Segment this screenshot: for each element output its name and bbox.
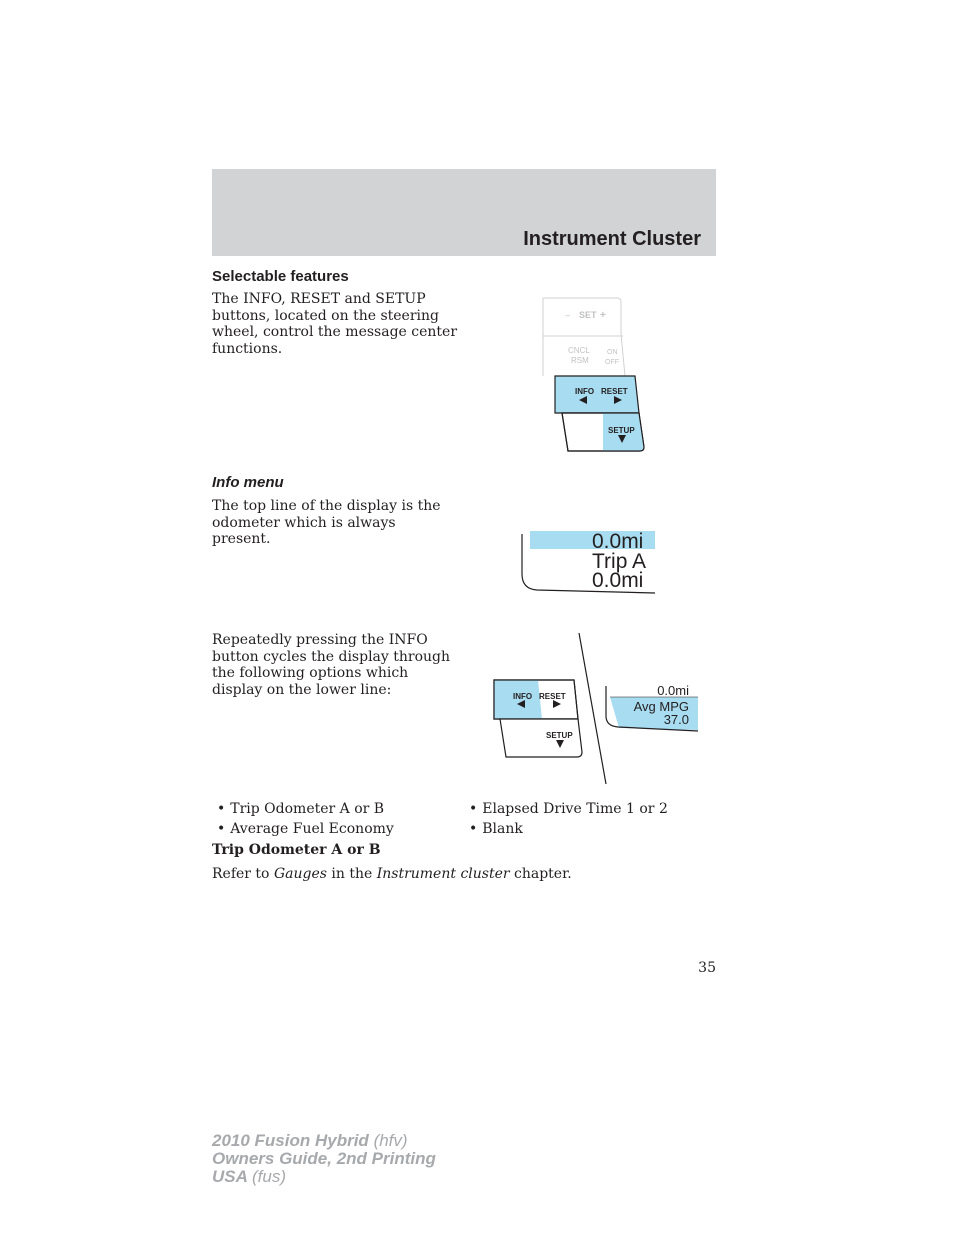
paragraph-info-menu: The top line of the display is the odometer which is always present. xyxy=(212,498,441,547)
info-label: INFO xyxy=(575,387,595,396)
set-plus-label: + xyxy=(600,310,606,321)
display-line-2: Trip A xyxy=(592,550,647,573)
bullet-list-right xyxy=(469,799,668,839)
fig3-divider-line xyxy=(579,633,606,784)
refer-gauges-link-text: Gauges xyxy=(273,866,327,882)
heading-info-menu: Info menu xyxy=(212,474,284,491)
fig3-display-line-3: 37.0 xyxy=(663,712,689,727)
off-label: OFF xyxy=(605,359,619,366)
footer-market: USA xyxy=(212,1167,248,1186)
list-item: • Trip Odometer A or B xyxy=(217,799,394,819)
paragraph-selectable-features: The INFO, RESET and SETUP buttons, located on the steering wheel, control the message center functions. xyxy=(212,291,458,357)
heading-selectable-features: Selectable features xyxy=(212,268,349,285)
bullet-list-left xyxy=(217,799,394,839)
set-label: SET xyxy=(579,310,597,320)
footer-line-2: Owners Guide, 2nd Printing xyxy=(212,1149,436,1168)
reset-label: RESET xyxy=(601,387,628,396)
footer-model-code: (hfv) xyxy=(373,1131,408,1150)
footer-model: 2010 Fusion Hybrid xyxy=(212,1131,369,1150)
message-center-display-trip-a xyxy=(515,528,660,598)
chapter-title: Instrument Cluster xyxy=(523,228,701,250)
steering-wheel-buttons-figure xyxy=(535,292,650,458)
page-number: 35 xyxy=(698,960,716,976)
fig3-setup-label: SETUP xyxy=(546,731,573,740)
list-item: • Average Fuel Economy xyxy=(217,819,394,839)
chapter-header-band xyxy=(212,169,716,256)
footer-edition-info xyxy=(212,1132,436,1186)
footer-line-1 xyxy=(212,1132,436,1150)
frame-right-upper xyxy=(621,334,625,376)
display-line-3: 0.0mi xyxy=(592,569,644,592)
set-minus-label: – xyxy=(565,310,571,320)
footer-line-3 xyxy=(212,1168,436,1186)
on-label: ON xyxy=(607,349,618,356)
display-line-1: 0.0mi xyxy=(592,530,644,553)
heading-trip-odometer: Trip Odometer A or B xyxy=(212,842,381,858)
list-item: • Elapsed Drive Time 1 or 2 xyxy=(469,799,668,819)
setup-label: SETUP xyxy=(608,426,635,435)
cncl-label: CNCL xyxy=(568,346,590,355)
rsm-label: RSM xyxy=(571,356,589,365)
refer-post: chapter. xyxy=(509,866,572,882)
fig3-info-label: INFO xyxy=(513,692,533,701)
refer-chapter-text: Instrument cluster xyxy=(376,866,510,882)
fig3-display-line-2: Avg MPG xyxy=(633,699,689,714)
fig3-display-line-1: 0.0mi xyxy=(657,683,689,698)
list-item: • Blank xyxy=(469,819,668,839)
fig3-reset-label: RESET xyxy=(539,692,566,701)
refer-pre: Refer to xyxy=(212,866,274,882)
footer-market-code: (fus) xyxy=(252,1167,286,1186)
refer-mid: in the xyxy=(326,866,377,882)
paragraph-refer-gauges xyxy=(212,866,572,883)
info-button-avg-mpg-figure xyxy=(488,630,703,788)
paragraph-info-cycle: Repeatedly pressing the INFO button cycles the display through the following options which display on the lower line: xyxy=(212,632,451,698)
